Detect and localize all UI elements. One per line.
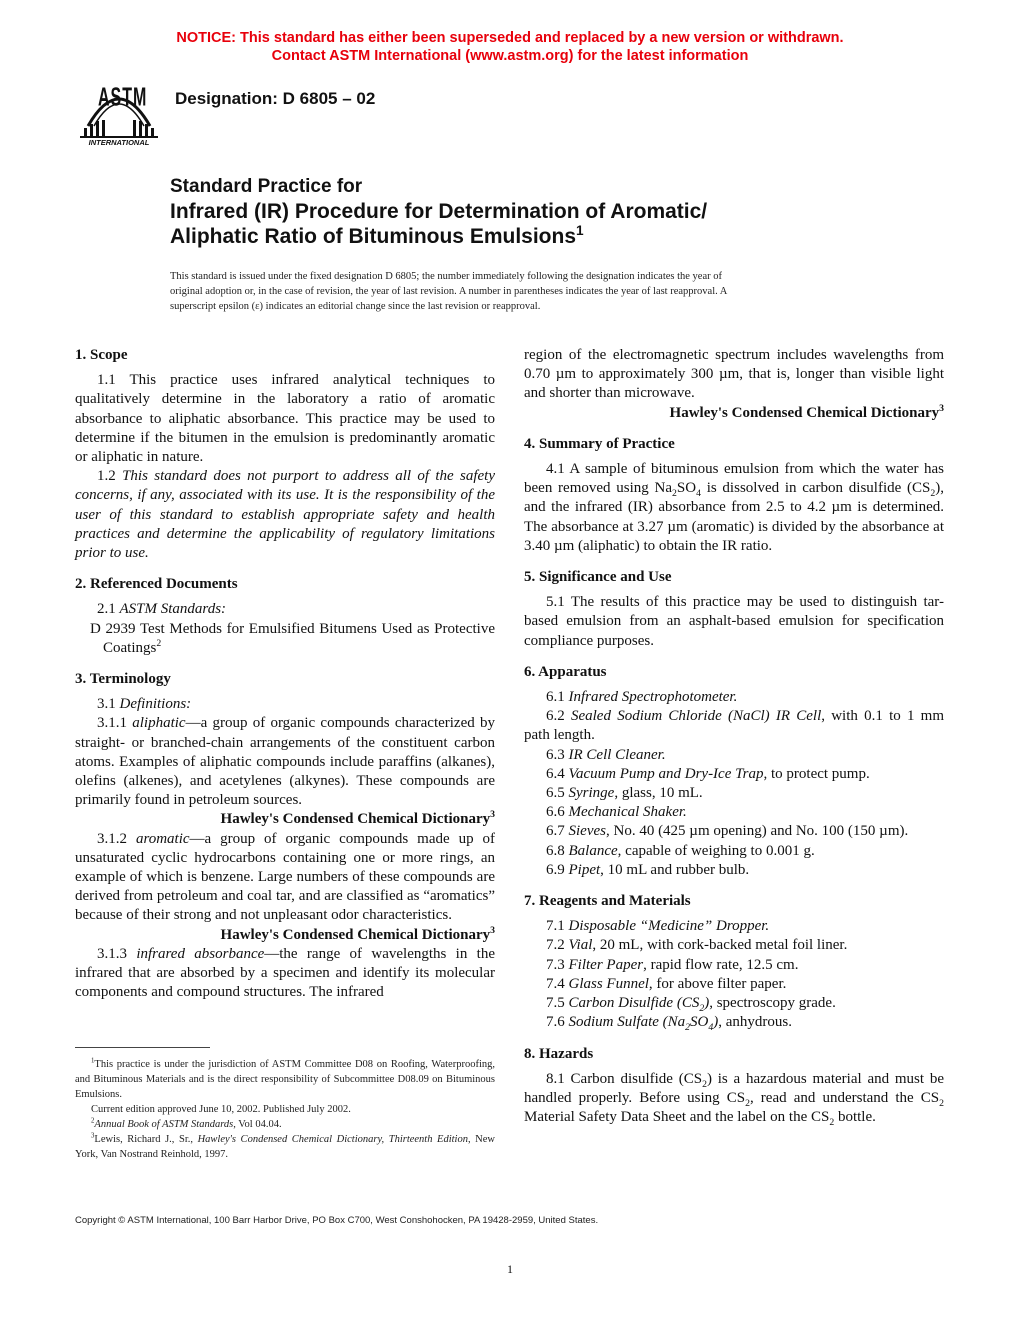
referenced-document [75, 620, 495, 658]
item-num: 6.4 [546, 765, 569, 782]
section-4-1 [524, 460, 944, 556]
s8-sub: 2 [702, 1078, 707, 1090]
reagent-item [524, 1013, 944, 1032]
item-name: IR Cell Cleaner. [568, 746, 666, 763]
item-rest: , for above filter paper. [648, 975, 787, 992]
definition-aliphatic [75, 714, 495, 810]
citation-3-mark: 3 [939, 402, 944, 414]
citation-3-text: Hawley's Condensed Chemical Dictionary [669, 404, 940, 421]
footnote-3-head: Lewis, Richard J., Sr., [94, 1134, 198, 1145]
section-1-2 [75, 467, 495, 563]
footnote-3-book: Hawley's Condensed Chemical Dictionary, Thirteenth Edition [197, 1134, 468, 1145]
definition-aromatic [75, 830, 495, 926]
item-name: Infrared Spectrophotometer. [568, 689, 738, 706]
footnotes [75, 1057, 495, 1162]
intro-line-1: This standard is issued under the fixed designation D 6805; the number immediately following the designation indicates the year of [170, 271, 722, 282]
apparatus-list [524, 688, 944, 880]
right-column [524, 346, 944, 1127]
reagent-item [524, 994, 944, 1013]
footnote-3-mark: 3 [91, 1132, 95, 1140]
citation-2 [75, 926, 495, 945]
citation-1-mark: 3 [490, 809, 495, 821]
item-num: 6.3 [546, 746, 569, 763]
footnote-1 [75, 1057, 495, 1102]
item-name: Mechanical Shaker. [568, 804, 687, 821]
definition-aliphatic-num: 3.1.1 [97, 715, 133, 732]
definition-aromatic-num: 3.1.2 [97, 830, 136, 847]
section-3-1-num: 3.1 [97, 696, 120, 713]
section-8-heading: 8. Hazards [524, 1045, 594, 1062]
logo-text: ASTM [98, 84, 148, 112]
item-num: 6.9 [546, 861, 569, 878]
section-3-heading: 3. Terminology [75, 671, 171, 688]
apparatus-item [524, 707, 944, 745]
section-1-heading: 1. Scope [75, 347, 128, 363]
intro-line-3: superscript epsilon (ε) indicates an editorial change since the last revision or reapproval. [170, 301, 541, 312]
item-name: Sealed Sodium Chloride (NaCl) IR Cell [570, 708, 822, 725]
item-rest: , No. 40 (425 µm opening) and No. 100 (150 µm). [605, 823, 909, 840]
item-num: 7.1 [546, 918, 569, 935]
citation-2-text: Hawley's Condensed Chemical Dictionary [220, 926, 491, 943]
s8-sub: 2 [745, 1097, 750, 1109]
s8-b: ) is a hazardous material and must be handled properly. Before using CS [524, 1070, 944, 1106]
section-1-2-num: 1.2 [97, 468, 123, 485]
reagent-item [524, 975, 944, 994]
item-rest: , capable of weighing to 0.001 g. [617, 842, 815, 859]
title-line-1: Standard Practice for [170, 176, 363, 197]
section-3-1-text: Definitions: [119, 696, 192, 713]
item-rest: , 10 mL and rubber bulb. [600, 861, 750, 878]
footnote-divider [75, 1047, 210, 1048]
section-2-1-num: 2.1 [97, 601, 120, 618]
item-num: 7.2 [546, 937, 569, 954]
infrared-continuation: region of the electromagnetic spectrum includes wavelengths from 0.70 µm to approximately 300 µm, that is, longer than visible light and shorter than microwave. [524, 347, 944, 402]
s8-c: , read and understand the CS [749, 1089, 940, 1106]
definition-aromatic-term: aromatic [135, 830, 190, 847]
footnote-1b: Current edition approved June 10, 2002. Published July 2002. [91, 1104, 351, 1115]
citation-3 [524, 404, 944, 423]
item-rest: , anhydrous. [718, 1014, 793, 1031]
footnote-2-text: Annual Book of ASTM Standards [94, 1119, 234, 1130]
item-rest: , spectroscopy grade. [709, 995, 836, 1012]
definition-infrared-absorbance [75, 945, 495, 1003]
section-6-heading: 6. Apparatus [524, 663, 607, 680]
footnote-3-tail: , New York, Van Nostrand Reinhold, 1997. [75, 1134, 495, 1160]
page-number: 1 [507, 1262, 513, 1276]
s8-e: bottle. [834, 1109, 876, 1126]
logo-subtext: INTERNATIONAL [88, 138, 150, 147]
s8-a: 8.1 Carbon disulfide (CS [546, 1070, 703, 1087]
intro-note [170, 269, 946, 314]
item-name: Disposable “Medicine” Dropper. [568, 918, 770, 935]
definition-ir-num: 3.1.3 [97, 945, 137, 962]
section-5-heading: 5. Significance and Use [524, 569, 672, 586]
definition-ir-term: infrared absorbance [136, 945, 265, 962]
item-rest: , glass, 10 mL. [614, 785, 703, 802]
item-num: 7.6 [546, 1014, 569, 1031]
definition-aliphatic-term: aliphatic [132, 715, 186, 732]
definition-ir-text: —the range of wavelengths in the infrared that are absorbed by a specimen and identify its molecular components and compound structures. The infrared [75, 945, 495, 1001]
item-close: ) [713, 1014, 719, 1031]
citation-2-mark: 3 [490, 924, 495, 936]
item-name: Filter Paper [568, 956, 644, 973]
s4-b: SO [676, 480, 697, 497]
item-name: Pipet [568, 861, 601, 878]
reagent-item [524, 936, 944, 955]
s4-sub1: 2 [672, 488, 677, 500]
footnote-3 [75, 1132, 495, 1162]
s4-c: is dissolved in carbon disulfide (CS [700, 480, 931, 497]
section-4-heading: 4. Summary of Practice [524, 435, 675, 452]
footnote-2 [75, 1117, 495, 1132]
section-2-heading: 2. Referenced Documents [75, 576, 238, 593]
item-name: Sieves [568, 823, 606, 840]
footnote-2-mark: 2 [91, 1117, 95, 1125]
reagent-item [524, 956, 944, 975]
s4-d: ), and the infrared (IR) absorbance from 2.5 to 4.2 µm is determined. The absorbance at 3.27 µm (aromatic) is divided by the absorbance at 3.40 µm (aliphatic) to obtain the IR ratio. [524, 480, 944, 554]
citation-1-text: Hawley's Condensed Chemical Dictionary [220, 811, 491, 828]
s8-sub: 2 [939, 1097, 944, 1109]
item-num: 6.8 [546, 842, 569, 859]
footnote-1-mark: 1 [91, 1057, 95, 1065]
s8-sub: 2 [829, 1117, 835, 1129]
item-close: ) [704, 995, 710, 1012]
item-name [568, 1014, 719, 1034]
item-sub: 2 [685, 1022, 691, 1034]
item-name-text: Sodium Sulfate (Na [568, 1014, 686, 1031]
apparatus-item [524, 746, 944, 765]
item-rest: , to protect pump. [763, 765, 870, 782]
s8-d: Material Safety Data Sheet and the label on the CS [524, 1109, 830, 1126]
section-1-1: 1.1 This practice uses infrared analytical techniques to qualitatively determine in the laboratory a ratio of aromatic absorbance to aliphatic absorbance. This practice may be used to determine if the bitumen in the emulsion is predominantly aromatic or aliphatic in nature. [75, 372, 495, 466]
section-3-1 [75, 695, 495, 714]
item-name: Balance [568, 842, 618, 859]
title-line-3 [170, 224, 584, 250]
apparatus-item [524, 765, 944, 784]
item-num: 6.2 [546, 708, 571, 725]
item-num: 6.5 [546, 785, 569, 802]
title-footnote-mark: 1 [576, 223, 584, 238]
apparatus-item [524, 688, 944, 707]
item-name-text: Carbon Disulfide (CS [568, 995, 700, 1012]
section-5-1: 5.1 The results of this practice may be used to distinguish tar-based emulsion from an asphalt-based emulsion for specification compliance purposes. [524, 594, 944, 649]
section-8-1 [524, 1070, 944, 1128]
designation: Designation: D 6805 – 02 [175, 89, 376, 108]
referenced-document-text: D 2939 Test Methods for Emulsified Bitumens Used as Protective Coatings [90, 620, 495, 656]
apparatus-item [524, 803, 944, 822]
apparatus-item [524, 784, 944, 803]
withdrawal-notice [0, 29, 1020, 65]
item-name [568, 995, 710, 1015]
item-num: 7.5 [546, 995, 569, 1012]
item-name: Glass Funnel [568, 975, 649, 992]
apparatus-item [524, 842, 944, 861]
footnote-2-tail: , Vol 04.04. [233, 1119, 282, 1130]
item-sub: 4 [708, 1022, 714, 1034]
item-rest: , with 0.1 to 1 mm path length. [524, 708, 945, 744]
section-1-2-text: This standard does not purport to address all of the safety concerns, if any, associated with its use. It is the responsibility of the user of this standard to establish appropriate safety and health practices and determine the applicability of regulatory limitations prior to use. [75, 468, 496, 562]
section-2-1-text: ASTM Standards: [119, 601, 227, 618]
definition-aliphatic-text: —a group of organic compounds characterized by straight- or branched-chain arrangements of the constituent carbon atoms. Examples of aliphatic compounds include paraffins (alkanes), olefins (alkenes), and acetylenes (alkynes). These compounds are primarily found in petroleum sources. [75, 715, 495, 809]
reagents-list [524, 917, 944, 1032]
item-rest: , 20 mL, with cork-backed metal foil liner. [592, 937, 848, 954]
s4-sub2: 4 [696, 488, 701, 500]
item-num: 6.6 [546, 804, 569, 821]
reagent-item [524, 917, 944, 936]
apparatus-item [524, 822, 944, 841]
copyright: Copyright © ASTM International, 100 Barr Harbor Drive, PO Box C700, West Conshohocken, PA 19428-2959, United States. [75, 1215, 599, 1226]
title-line-2: Infrared (IR) Procedure for Determination of Aromatic/ [170, 200, 708, 223]
item-name: Vacuum Pump and Dry-Ice Trap [568, 765, 764, 782]
item-name: Vial [568, 937, 593, 954]
item-num: 7.3 [546, 956, 569, 973]
item-num: 6.1 [546, 689, 569, 706]
referenced-document-mark: 2 [156, 637, 162, 649]
footnote-1-text: This practice is under the jurisdiction of ASTM Committee D08 on Roofing, Waterproofing, and Bituminous Materials and is the direct responsibility of Subcommittee D08.09 on Bituminous Emulsions. [75, 1059, 495, 1100]
section-2-1 [75, 600, 495, 619]
notice-line-2: Contact ASTM International (www.astm.org) for the latest information [271, 48, 749, 64]
title-line-3-text: Aliphatic Ratio of Bituminous Emulsions [170, 225, 577, 248]
citation-1 [75, 810, 495, 829]
section-7-heading: 7. Reagents and Materials [524, 893, 691, 910]
item-rest: , rapid flow rate, 12.5 cm. [643, 956, 799, 973]
astm-logo [76, 76, 162, 150]
apparatus-item [524, 861, 944, 880]
item-mid: SO [690, 1014, 709, 1031]
s4-sub3: 2 [930, 488, 936, 500]
notice-line-1: NOTICE: This standard has either been superseded and replaced by a new version or withdrawn. [176, 30, 844, 46]
item-name: Syringe [568, 785, 615, 802]
item-num: 6.7 [546, 823, 569, 840]
intro-line-2: original adoption or, in the case of revision, the year of last revision. A number in parentheses indicates the year of last reapproval. A [170, 286, 728, 297]
left-column [75, 346, 495, 1003]
definition-aromatic-text: —a group of organic compounds made up of unsaturated cyclic hydrocarbons containing one or more rings, an example of which is benzene. Large numbers of these compounds are derived from petroleum and coal tar, and are classified as “aromatics” because of their strong and not unpleasant odor characteristics. [75, 830, 496, 924]
s4-a: 4.1 A sample of bituminous emulsion from which the water has been removed using Na [524, 461, 944, 497]
item-num: 7.4 [546, 975, 569, 992]
item-sub: 2 [699, 1003, 705, 1015]
